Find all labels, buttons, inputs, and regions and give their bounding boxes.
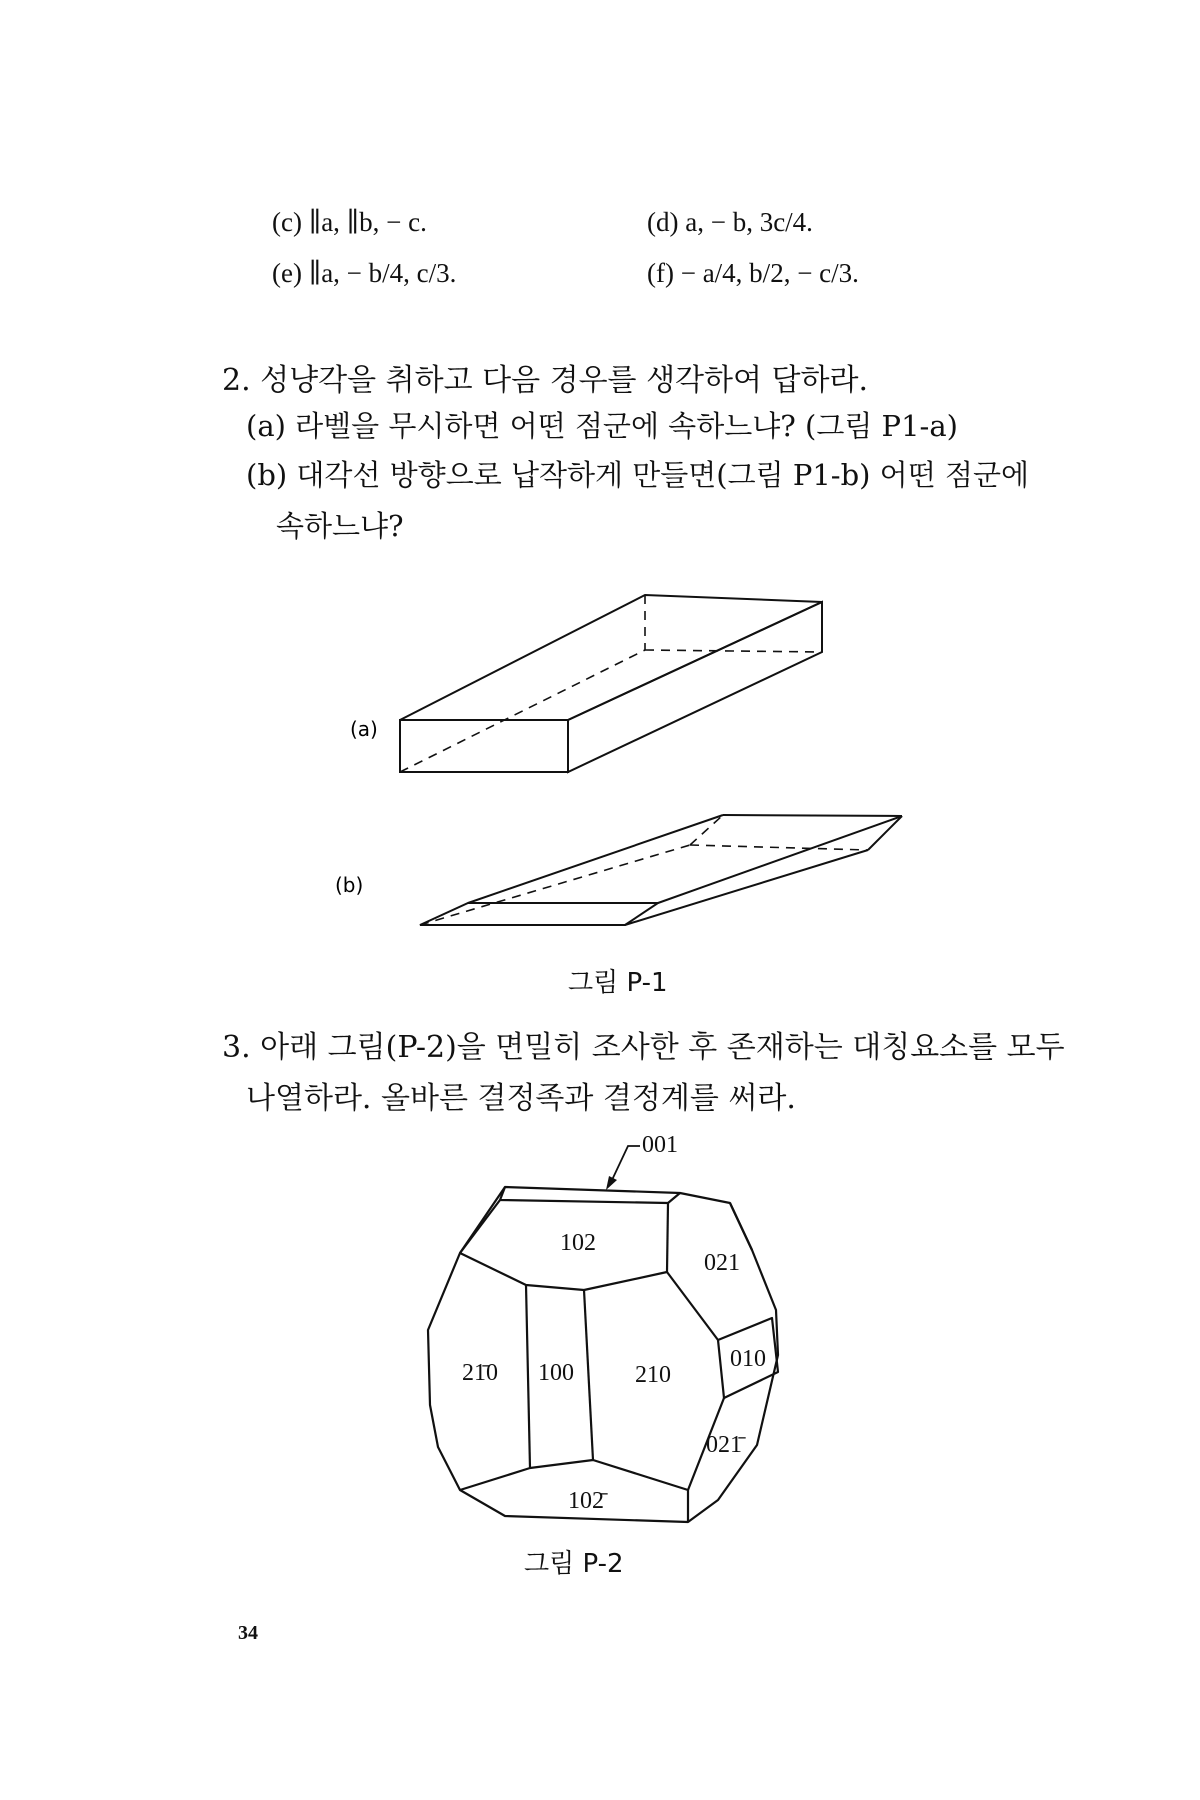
figure1-label-b: (b) <box>335 873 364 897</box>
face-label-100: 100 <box>538 1360 574 1386</box>
face-label-10-2: 102̄ <box>568 1488 604 1514</box>
face-label-2-10: 21̄0 <box>462 1360 498 1386</box>
problem2-title: 2. 성냥각을 취하고 다음 경우를 생각하여 답하라. <box>222 363 868 398</box>
face-label-001: 001 <box>642 1132 678 1158</box>
page-number: 34 <box>238 1622 258 1644</box>
option-c: (c) ∥a, ∥b, − c. <box>272 207 427 237</box>
option-f: (f) − a/4, b/2, − c/3. <box>647 258 859 288</box>
problem3-line1: 3. 아래 그림(P-2)을 면밀히 조사한 후 존재하는 대칭요소를 모두 <box>222 1030 1065 1065</box>
face-label-021: 021 <box>704 1250 740 1276</box>
problem2-part-b-line2: 속하느냐? <box>276 509 404 543</box>
face-label-010: 010 <box>730 1346 766 1372</box>
face-label-02-1: 021̄ <box>706 1432 742 1458</box>
figure1-caption: 그림 P-1 <box>568 968 668 998</box>
problem2-part-a: (a) 라벨을 무시하면 어떤 점군에 속하느냐? (그림 P1-a) <box>246 409 958 443</box>
figure2-caption: 그림 P-2 <box>524 1549 624 1579</box>
label-pointer-001 <box>612 1146 640 1180</box>
option-d: (d) a, − b, 3c/4. <box>647 207 813 237</box>
face-label-102: 102 <box>560 1230 596 1256</box>
crystal-drawing <box>428 1187 778 1522</box>
pointer-arrowhead-icon <box>606 1176 617 1190</box>
figure1-label-a: (a) <box>350 717 378 741</box>
problem3-line2: 나열하라. 올바른 결정족과 결정계를 써라. <box>246 1081 796 1116</box>
option-e: (e) ∥a, − b/4, c/3. <box>272 258 457 288</box>
face-label-210: 210 <box>635 1362 671 1388</box>
problem2-part-b-line1: (b) 대각선 방향으로 납작하게 만들면(그림 P1-b) 어떤 점군에 <box>246 458 1029 492</box>
